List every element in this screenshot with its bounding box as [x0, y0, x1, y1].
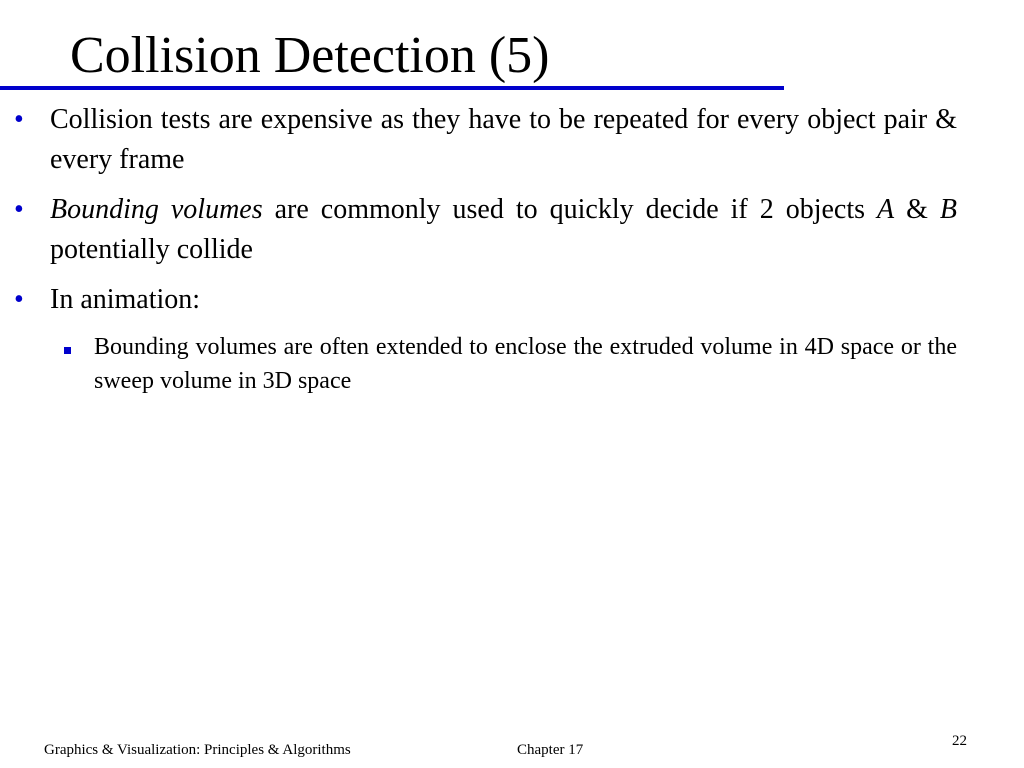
sub-bullet-text: Bounding volumes are often extended to enclose the extruded volume in 4D space or the sweep volume in 3D space	[94, 334, 957, 394]
bullet-text	[50, 190, 957, 270]
bullet-text-segment: &	[894, 194, 940, 225]
page-number: 22	[952, 733, 967, 749]
slide-title: Collision Detection (5)	[70, 27, 550, 84]
bullet-text: In animation:	[50, 284, 201, 315]
variable-b: B	[939, 194, 958, 225]
bullet-marker: •	[14, 104, 24, 135]
bullet-text: Collision tests are expensive as they have to be repeated for every object pair & every frame	[50, 104, 957, 175]
bullet-text-segment: are commonly used to quickly decide if 2 objects	[262, 194, 878, 225]
bullet-marker: •	[14, 284, 24, 315]
bullet-emphasis: Bounding volumes	[50, 194, 263, 225]
bullet-text-segment: potentially collide	[50, 234, 253, 265]
title-underline	[0, 86, 784, 90]
variable-a: A	[877, 194, 895, 225]
square-bullet-icon	[64, 347, 71, 354]
bullet-marker: •	[14, 194, 24, 225]
footer-chapter: Chapter 17	[517, 742, 584, 758]
footer-book-title: Graphics & Visualization: Principles & Algorithms	[44, 742, 351, 758]
